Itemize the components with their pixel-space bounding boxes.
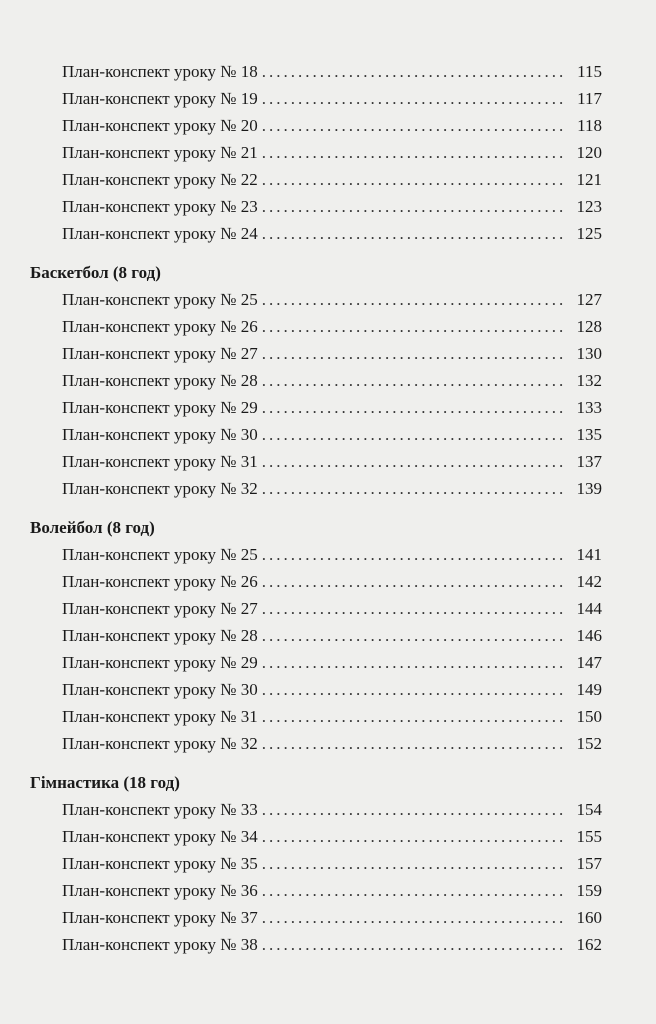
- toc-entry: [30, 541, 602, 568]
- toc-leader-dots: [262, 340, 566, 367]
- toc-entry: [30, 112, 602, 139]
- toc-leader-dots: [262, 703, 566, 730]
- toc-entry-title: План-конспект уроку № 25: [62, 545, 258, 564]
- toc-page-number: 127: [576, 290, 602, 309]
- toc-entry: [30, 931, 602, 958]
- toc-leader-dots: [262, 193, 566, 220]
- toc-entry: [30, 568, 602, 595]
- toc-page-number: 149: [576, 680, 602, 699]
- toc-entry-title: План-конспект уроку № 20: [62, 116, 258, 135]
- toc-leader-dots: [262, 166, 566, 193]
- toc-page-number: 130: [576, 344, 602, 363]
- toc-entry: [30, 85, 602, 112]
- toc-leader-dots: [262, 541, 566, 568]
- toc-entry: [30, 475, 602, 502]
- toc-page-number: 160: [576, 908, 602, 927]
- toc-leader-dots: [262, 58, 566, 85]
- toc-entry: [30, 676, 602, 703]
- toc-entry: [30, 877, 602, 904]
- toc-entry: [30, 313, 602, 340]
- toc-page-number: 117: [577, 89, 602, 108]
- section-heading: Гімнастика (18 год): [30, 773, 180, 792]
- toc-entry-title: План-конспект уроку № 21: [62, 143, 258, 162]
- toc-page-number: 121: [576, 170, 602, 189]
- toc-page-number: 137: [576, 452, 602, 471]
- toc-entry-title: План-конспект уроку № 26: [62, 572, 258, 591]
- toc-leader-dots: [262, 568, 566, 595]
- toc-page-number: 132: [576, 371, 602, 390]
- toc-entry-title: План-конспект уроку № 28: [62, 626, 258, 645]
- toc-leader-dots: [262, 796, 566, 823]
- toc-page-number: 144: [576, 599, 602, 618]
- toc-page-number: 125: [576, 224, 602, 243]
- toc-page-number: 115: [577, 62, 602, 81]
- toc-entry: [30, 394, 602, 421]
- toc-entry-title: План-конспект уроку № 38: [62, 935, 258, 954]
- toc-page-number: 139: [576, 479, 602, 498]
- toc-entry: [30, 421, 602, 448]
- toc-page-number: 147: [576, 653, 602, 672]
- toc-entry-title: План-конспект уроку № 25: [62, 290, 258, 309]
- toc-leader-dots: [262, 730, 566, 757]
- toc-leader-dots: [262, 394, 566, 421]
- toc-entry: [30, 286, 602, 313]
- toc-leader-dots: [262, 313, 566, 340]
- toc-entry-title: План-конспект уроку № 23: [62, 197, 258, 216]
- toc-entry: [30, 703, 602, 730]
- toc-page-number: 120: [576, 143, 602, 162]
- toc-entry: [30, 595, 602, 622]
- toc-entry: [30, 850, 602, 877]
- toc-entry-title: План-конспект уроку № 19: [62, 89, 258, 108]
- toc-entry-title: План-конспект уроку № 34: [62, 827, 258, 846]
- toc-leader-dots: [262, 139, 566, 166]
- toc-page-number: 162: [576, 935, 602, 954]
- toc-leader-dots: [262, 904, 566, 931]
- toc-leader-dots: [262, 475, 566, 502]
- toc-entry: [30, 448, 602, 475]
- toc-entry: [30, 730, 602, 757]
- toc-entry-title: План-конспект уроку № 18: [62, 62, 258, 81]
- toc-leader-dots: [262, 850, 566, 877]
- toc-leader-dots: [262, 286, 566, 313]
- toc-page-number: 157: [576, 854, 602, 873]
- section-heading: Волейбол (8 год): [30, 518, 155, 537]
- toc-entry-title: План-конспект уроку № 30: [62, 680, 258, 699]
- toc-entry-title: План-конспект уроку № 29: [62, 398, 258, 417]
- toc-entry-title: План-конспект уроку № 31: [62, 452, 258, 471]
- toc-entry: [30, 649, 602, 676]
- section-heading: Баскетбол (8 год): [30, 263, 161, 282]
- toc-entry: [30, 622, 602, 649]
- toc-entry-title: План-конспект уроку № 27: [62, 599, 258, 618]
- toc-leader-dots: [262, 676, 566, 703]
- toc-leader-dots: [262, 649, 566, 676]
- toc-leader-dots: [262, 877, 566, 904]
- toc-leader-dots: [262, 931, 566, 958]
- toc-leader-dots: [262, 448, 566, 475]
- toc-entry-title: План-конспект уроку № 31: [62, 707, 258, 726]
- toc-leader-dots: [262, 85, 566, 112]
- toc-page-number: 123: [576, 197, 602, 216]
- toc-entry-title: План-конспект уроку № 36: [62, 881, 258, 900]
- toc-page-number: 128: [576, 317, 602, 336]
- toc-page-number: 141: [576, 545, 602, 564]
- toc-section-gymnastics: [30, 769, 602, 958]
- toc-page-number: 135: [576, 425, 602, 444]
- toc-page-number: 133: [576, 398, 602, 417]
- toc-entry-title: План-конспект уроку № 32: [62, 479, 258, 498]
- toc-entry-title: План-конспект уроку № 35: [62, 854, 258, 873]
- toc-entry-title: План-конспект уроку № 37: [62, 908, 258, 927]
- toc-leader-dots: [262, 823, 566, 850]
- toc-leader-dots: [262, 220, 566, 247]
- toc-page-number: 155: [576, 827, 602, 846]
- toc-section-basketball: [30, 259, 602, 502]
- toc-entry: [30, 796, 602, 823]
- toc-entry: [30, 139, 602, 166]
- toc-entry: [30, 58, 602, 85]
- toc-entry-title: План-конспект уроку № 22: [62, 170, 258, 189]
- toc-page-number: 118: [577, 116, 602, 135]
- toc-entry: [30, 220, 602, 247]
- toc-entry-title: План-конспект уроку № 24: [62, 224, 258, 243]
- toc-entry-title: План-конспект уроку № 33: [62, 800, 258, 819]
- toc-leader-dots: [262, 367, 566, 394]
- toc-leader-dots: [262, 112, 566, 139]
- toc-section-volleyball: [30, 514, 602, 757]
- toc-entry-title: План-конспект уроку № 30: [62, 425, 258, 444]
- toc-entry-title: План-конспект уроку № 27: [62, 344, 258, 363]
- toc-entry: [30, 367, 602, 394]
- toc-page-number: 150: [576, 707, 602, 726]
- toc-page-number: 154: [576, 800, 602, 819]
- toc-page-number: 146: [576, 626, 602, 645]
- toc-entry-title: План-конспект уроку № 29: [62, 653, 258, 672]
- toc-entry: [30, 904, 602, 931]
- toc-leader-dots: [262, 622, 566, 649]
- toc-entry: [30, 193, 602, 220]
- toc-page-number: 142: [576, 572, 602, 591]
- toc-entry: [30, 823, 602, 850]
- toc-entry: [30, 166, 602, 193]
- toc-page-number: 159: [576, 881, 602, 900]
- toc-entry-title: План-конспект уроку № 26: [62, 317, 258, 336]
- toc-leader-dots: [262, 595, 566, 622]
- toc-leader-dots: [262, 421, 566, 448]
- toc-page-number: 152: [576, 734, 602, 753]
- toc-entry: [30, 340, 602, 367]
- toc-entry-title: План-конспект уроку № 32: [62, 734, 258, 753]
- toc-intro-group: [30, 58, 602, 247]
- table-of-contents: [30, 58, 602, 958]
- toc-entry-title: План-конспект уроку № 28: [62, 371, 258, 390]
